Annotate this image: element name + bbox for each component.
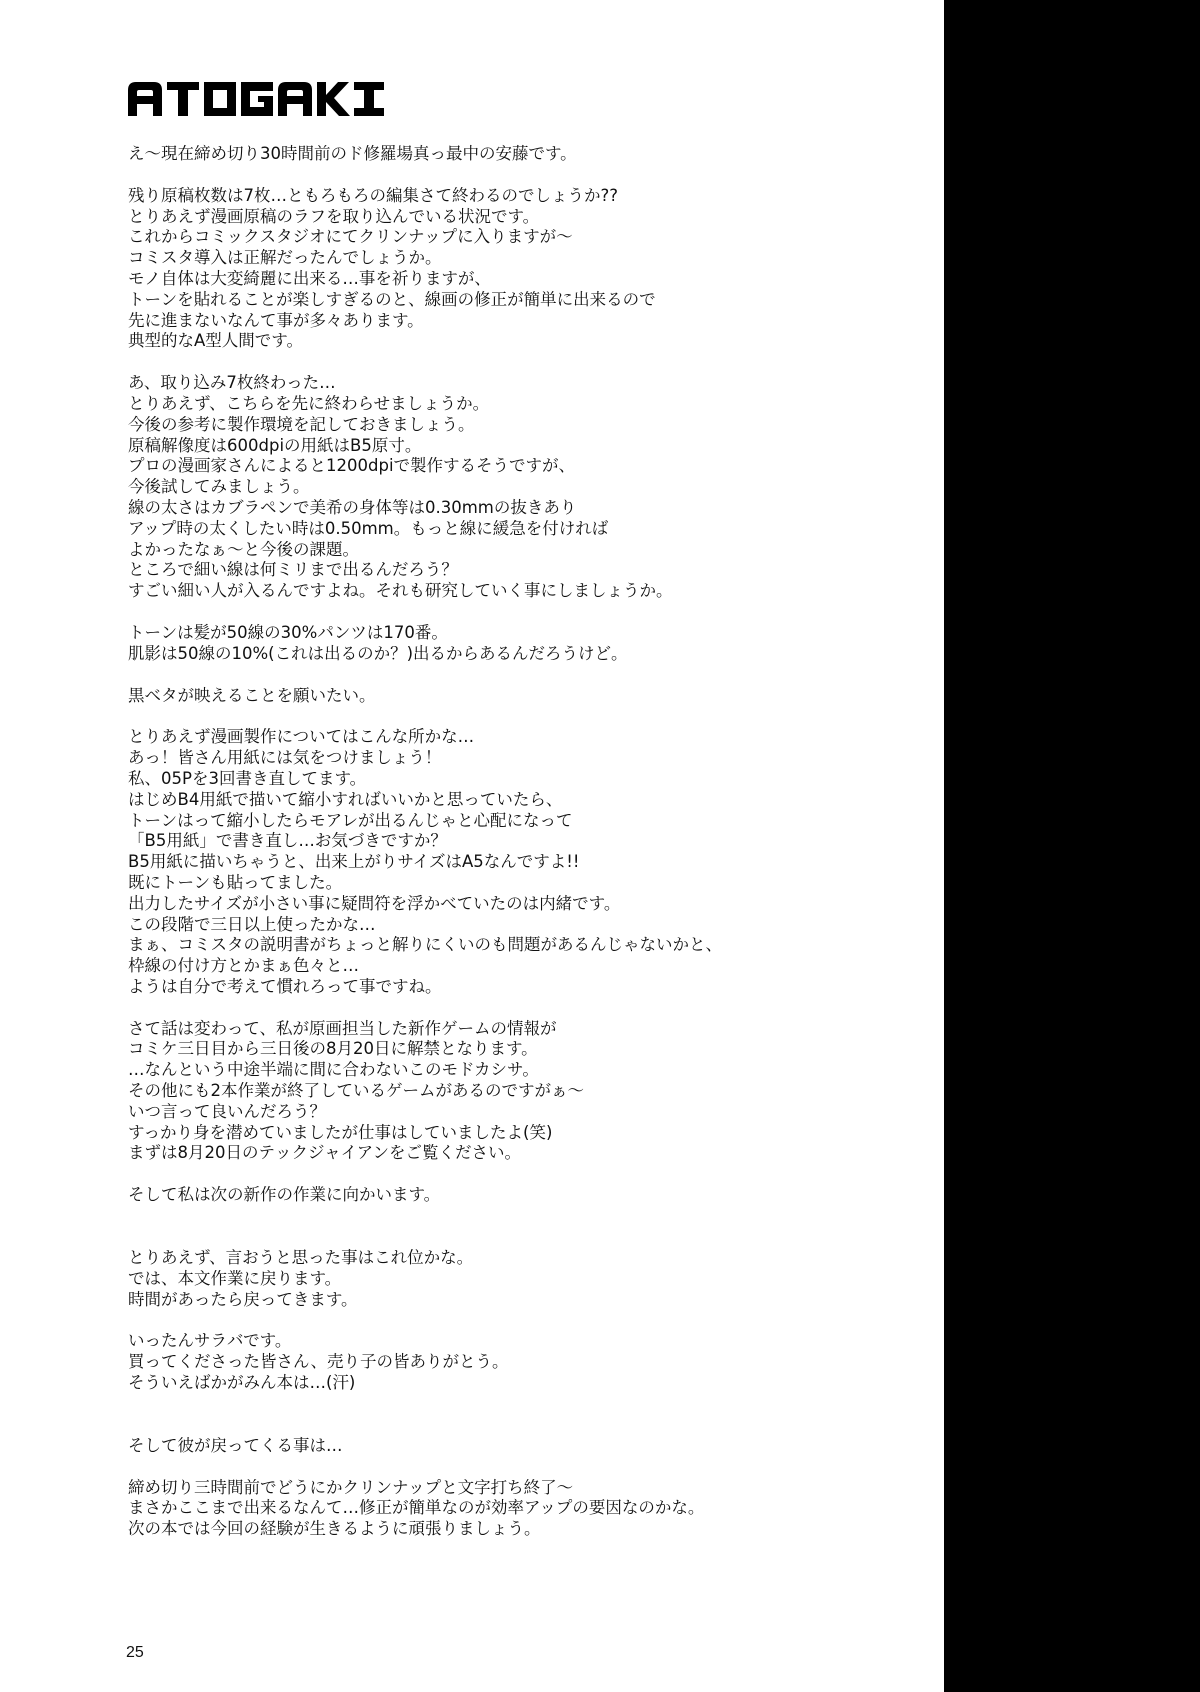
text-line: 今後の参考に製作環境を記しておきましょう。 — [128, 414, 475, 434]
text-line: 次の本では今回の経験が生きるように頑張りましょう。 — [128, 1519, 541, 1539]
paragraph — [128, 1478, 928, 1540]
text-line: コミスタ導入は正解だったんでしょうか。 — [128, 248, 442, 268]
paragraph — [128, 1185, 928, 1206]
text-line: まさかここまで出来るなんて…修正が簡単なのが効率アップの要因なのかな。 — [128, 1498, 705, 1518]
paragraph — [128, 373, 928, 602]
paragraph — [128, 727, 928, 997]
text-line: プロの漫画家さんによると1200dpiで製作するそうですが、 — [128, 456, 576, 476]
text-line: ところで細い線は何ミリまで出るんだろう？ — [128, 560, 458, 580]
text-line: コミケ三日目から三日後の8月20日に解禁となります。 — [128, 1039, 538, 1059]
text-line: モノ自体は大変綺麗に出来る…事を祈りますが、 — [128, 268, 491, 288]
text-line: その他にも2本作業が終了しているゲームがあるのですがぁ～ — [128, 1081, 584, 1101]
text-line: そういえばかがみん本は…(汗) — [128, 1373, 356, 1393]
text-line: あ、取り込み7枚終わった… — [128, 373, 336, 393]
paragraph — [128, 1436, 928, 1457]
text-line: トーンはって縮小したらモアレが出るんじゃと心配になって — [128, 810, 573, 830]
text-line: ようは自分で考えて慣れろって事ですね。 — [128, 976, 442, 996]
text-line: 残り原稿枚数は7枚…ともろもろの編集さて終わるのでしょうか?? — [128, 185, 619, 205]
text-line: B5用紙に描いちゃうと、出来上がりサイズはA5なんですよ!! — [128, 852, 580, 872]
text-line: とりあえず、言おうと思った事はこれ位かな。 — [128, 1248, 474, 1268]
text-line: 先に進まないなんて事が多々あります。 — [128, 310, 424, 330]
text-line: まぁ、コミスタの説明書がちょっと解りにくいのも問題があるんじゃないかと、 — [128, 935, 722, 955]
text-line: とりあえず漫画製作についてはこんな所かな… — [128, 727, 475, 747]
text-line: いつ言って良いんだろう？ — [128, 1101, 326, 1121]
text-line: 時間があったら戻ってきます。 — [128, 1289, 358, 1309]
text-line: 出力したサイズが小さい事に疑問符を浮かべていたのは内緒です。 — [128, 893, 621, 913]
black-margin-band — [944, 0, 1200, 1692]
text-line: 既にトーンも貼ってました。 — [128, 872, 343, 892]
text-line: まずは8月20日のテックジャイアンをご覧ください。 — [128, 1143, 522, 1163]
text-line: 黒ベタが映えることを願いたい。 — [128, 685, 376, 705]
text-line: これからコミックスタジオにてクリンナップに入りますが～ — [128, 227, 573, 247]
text-line: この段階で三日以上使ったかな… — [128, 914, 376, 934]
text-line: トーンを貼れることが楽しすぎるのと、線画の修正が簡単に出来るので — [128, 289, 656, 309]
atogaki-title-logo — [128, 82, 384, 116]
text-line: さて話は変わって、私が原画担当した新作ゲームの情報が — [128, 1018, 557, 1038]
paragraph — [128, 1248, 928, 1310]
text-line: 肌影は50線の10%(これは出るのか？)出るからあるんだろうけど。 — [128, 643, 628, 663]
text-line: すっかり身を潜めていましたが仕事はしていましたよ(笑) — [128, 1122, 553, 1142]
text-line: 線の太さはカブラペンで美希の身体等は0.30mmの抜きあり — [128, 497, 577, 517]
text-line: …なんという中途半端に間に合わないこのモドカシサ。 — [128, 1060, 539, 1080]
paragraph — [128, 623, 928, 665]
text-line: あっ！皆さん用紙には気をつけましょう！ — [128, 748, 442, 768]
text-line: 締め切り三時間前でどうにかクリンナップと文字打ち終了～ — [128, 1477, 574, 1497]
text-line: アップ時の太くしたい時は0.50mm。もっと線に緩急を付ければ — [128, 518, 609, 538]
text-line: 原稿解像度は600dpiの用紙はB5原寸。 — [128, 435, 422, 455]
text-line: いったんサラバです。 — [128, 1331, 292, 1351]
text-line: 「B5用紙」で書き直し…お気づきですか？ — [128, 831, 447, 851]
paragraph — [128, 186, 928, 352]
paragraph — [128, 144, 928, 165]
text-line: 今後試してみましょう。 — [128, 477, 310, 497]
text-line: では、本文作業に戻ります。 — [128, 1268, 342, 1288]
text-line: トーンは髪が50線の30%パンツは170番。 — [128, 622, 448, 642]
paragraph — [128, 686, 928, 707]
text-line: 典型的なA型人間です。 — [128, 331, 303, 351]
text-line: 私、05Pを3回書き直してます。 — [128, 768, 367, 788]
text-line: とりあえず、こちらを先に終わらせましょうか。 — [128, 393, 490, 413]
text-line: よかったなぁ～と今後の課題。 — [128, 539, 359, 559]
text-line: すごい細い人が入るんですよね。それも研究していく事にしましょうか。 — [128, 581, 673, 601]
text-line: え～現在締め切り30時間前のド修羅場真っ最中の安藤です。 — [128, 144, 577, 163]
text-line: そして私は次の新作の作業に向かいます。 — [128, 1185, 441, 1205]
text-line: とりあえず漫画原稿のラフを取り込んでいる状況です。 — [128, 206, 540, 226]
text-line: はじめB4用紙で描いて縮小すればいいかと思っていたら、 — [128, 789, 563, 809]
text-line: そして彼が戻ってくる事は… — [128, 1435, 343, 1455]
text-line: 買ってくださった皆さん、売り子の皆ありがとう。 — [128, 1352, 509, 1372]
paragraph — [128, 1331, 928, 1393]
text-line: 枠線の付け方とかまぁ色々と… — [128, 956, 359, 976]
afterword-body — [128, 144, 928, 1561]
paragraph — [128, 1019, 928, 1165]
page-number: 25 — [126, 1644, 144, 1661]
